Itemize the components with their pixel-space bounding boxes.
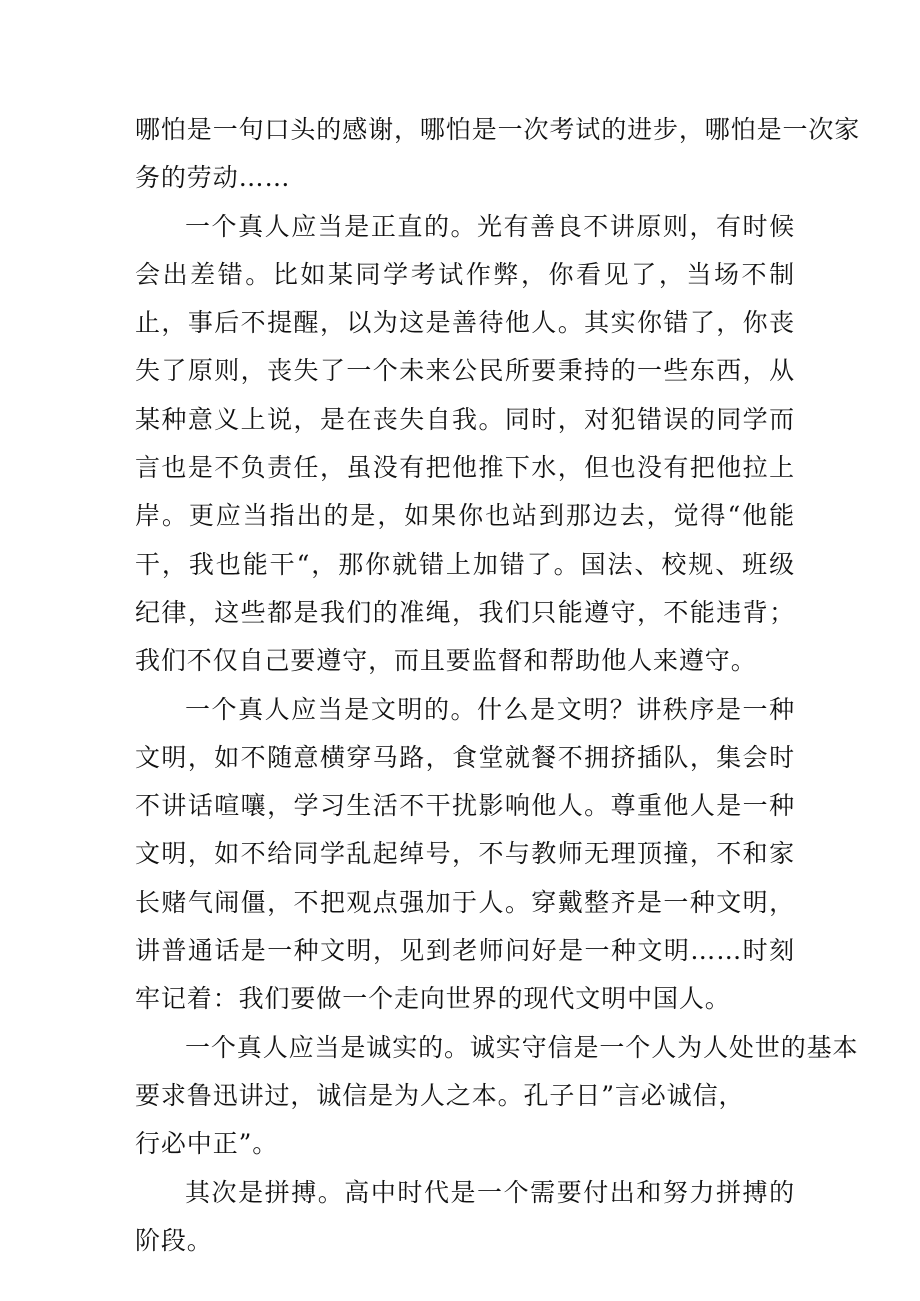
paragraph-4-line-2: 要求鲁迅讲过，诚信是为人之本。孔子日”言必诚信， [135, 1080, 745, 1110]
paragraph-2: 一个真人应当是正直的。光有善良不讲原则，有时候会出差错。比如某同学考试作弊，你看见了，当场不制止，事后不提醒，以为这是善待他人。其实你错了，你丧失了原则，丧失了一个未来公民所要秉持的一些东西，从某种意义上说，是在丧失自我。同时，对犯错误的同学而言也是不负责任，虽没有把他推下水，但也没有把他拉上岸。更应当指出的是，如果你也站到那边去，觉得“他能干，我也能干“，那你就错上加错了。国法、校规、班级纪律，这些都是我们的准绳，我们只能遵守，不能违背；我们不仅自己要遵守，而且要监督和帮助他人来遵守。 [135, 211, 795, 676]
paragraph-1 [135, 106, 861, 203]
paragraph-4 [135, 1024, 859, 1169]
paragraph-1-line-2: 务的劳动…… [135, 163, 291, 193]
paragraph-3: 一个真人应当是文明的。什么是文明？讲秩序是一种文明，如不随意横穿马路，食堂就餐不拥挤插队，集会时不讲话喧嚷，学习生活不干扰影响他人。尊重他人是一种文明，如不给同学乱起绰号，不与教师无理顶撞，不和家长赌气闹僵，不把观点强加于人。穿戴整齐是一种文明，讲普通话是一种文明，见到老师问好是一种文明……时刻牢记着：我们要做一个走向世界的现代文明中国人。 [135, 694, 795, 1014]
document-body [135, 106, 861, 1265]
paragraph-1-line-1: 哪怕是一句口头的感谢，哪怕是一次考试的进步，哪怕是一次家 [135, 115, 861, 144]
paragraph-4-line-1: 一个真人应当是诚实的。诚实守信是一个人为人处世的基本 [185, 1032, 859, 1062]
paragraph-5: 其次是拼搏。高中时代是一个需要付出和努力拼搏的阶段。 [135, 1177, 795, 1255]
paragraph-4-line-3: 行必中正”。 [135, 1129, 279, 1159]
